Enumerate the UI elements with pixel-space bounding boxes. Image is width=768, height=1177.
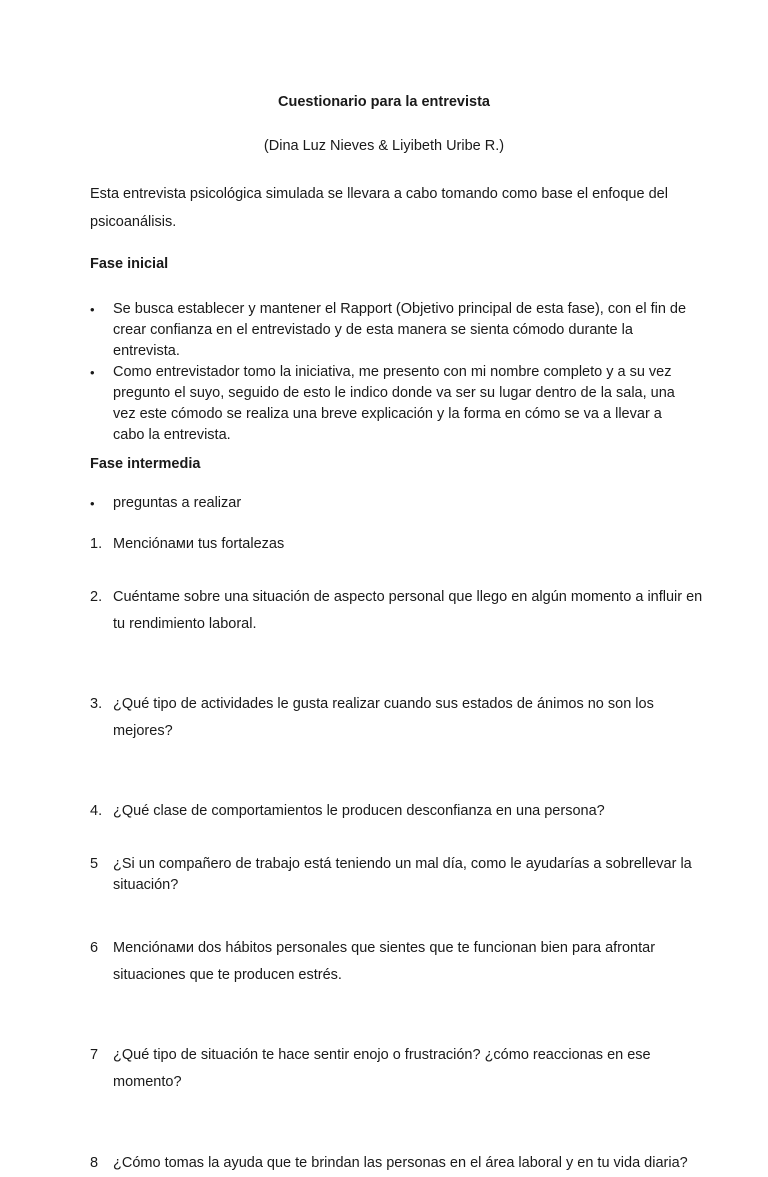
question-number: 4.: [90, 803, 103, 819]
bullet-text: Como entrevistador tomo la iniciativa, me presento con mi nombre completo y a su vez pregunto el suyo, seguido de esto le indico donde va ser su lugar dentro de la sala, una vez este cómodo se realiza una breve explicación y la forma en cómo se va a llevar a cabo la entrevista.: [113, 364, 675, 443]
list-item: [90, 299, 690, 362]
question-number: 5: [90, 856, 99, 872]
question-text: ¿Cómo tomas la ayuda que te brindan las personas en el área laboral y en tu vida diaria?: [113, 1155, 688, 1171]
document-authors: (Dina Luz Nieves & Liyibeth Uribe R.): [263, 138, 505, 154]
fase-intermedia-bullets: [90, 493, 690, 514]
fase-inicial-bullets: [90, 299, 690, 446]
list-item: [90, 362, 690, 446]
question-text: ¿Si un compañero de trabajo está teniendo un mal día, como le ayudarías a sobrellevar la situación?: [113, 856, 692, 893]
question-item: [90, 854, 713, 896]
question-item: [90, 935, 713, 989]
document-title: Cuestionario para la entrevista: [278, 94, 490, 110]
question-number: 6: [90, 940, 99, 956]
bullet-text: Se busca establecer y mantener el Rapport (Objetivo principal de esta fase), con el fin de crear confianza en el entrevistado y de esta manera se sienta cómodo durante la entrevista.: [113, 301, 687, 359]
question-text: Cuéntame sobre una situación de aspecto personal que llego en algún momento a influir en tu rendimiento laboral.: [113, 589, 703, 632]
question-number: 1.: [90, 536, 103, 552]
heading-fase-intermedia: Fase intermedia: [90, 456, 201, 472]
list-item: [90, 493, 690, 514]
question-number: 3.: [90, 696, 103, 712]
question-item: [90, 798, 713, 825]
question-number: 2.: [90, 589, 103, 605]
question-text: Menciónами dos hábitos personales que sientes que te funcionan bien para afrontar situaciones que te producen estrés.: [113, 940, 656, 983]
question-item: [90, 531, 713, 558]
question-text: ¿Qué clase de comportamientos le producen desconfianza en una persona?: [113, 803, 605, 819]
bullet-marker: •: [90, 302, 95, 317]
bullet-marker: •: [90, 365, 95, 380]
question-item: [90, 584, 713, 638]
question-item: [90, 1042, 713, 1096]
question-text: Menciónами tus fortalezas: [113, 536, 285, 552]
question-number: 7: [90, 1047, 99, 1063]
question-text: ¿Qué tipo de situación te hace sentir enojo o frustración? ¿cómo reaccionas en ese momento?: [113, 1047, 651, 1090]
intro-paragraph: Esta entrevista psicológica simulada se llevara a cabo tomando como base el enfoque del psicoanálisis.: [90, 186, 668, 230]
question-item: [90, 691, 713, 745]
question-text: ¿Qué tipo de actividades le gusta realizar cuando sus estados de ánimos no son los mejores?: [113, 696, 654, 739]
question-item: [90, 1150, 713, 1177]
question-number: 8: [90, 1155, 99, 1171]
heading-fase-inicial: Fase inicial: [90, 256, 169, 272]
bullet-marker: •: [90, 496, 95, 511]
bullet-text: preguntas a realizar: [113, 495, 242, 511]
